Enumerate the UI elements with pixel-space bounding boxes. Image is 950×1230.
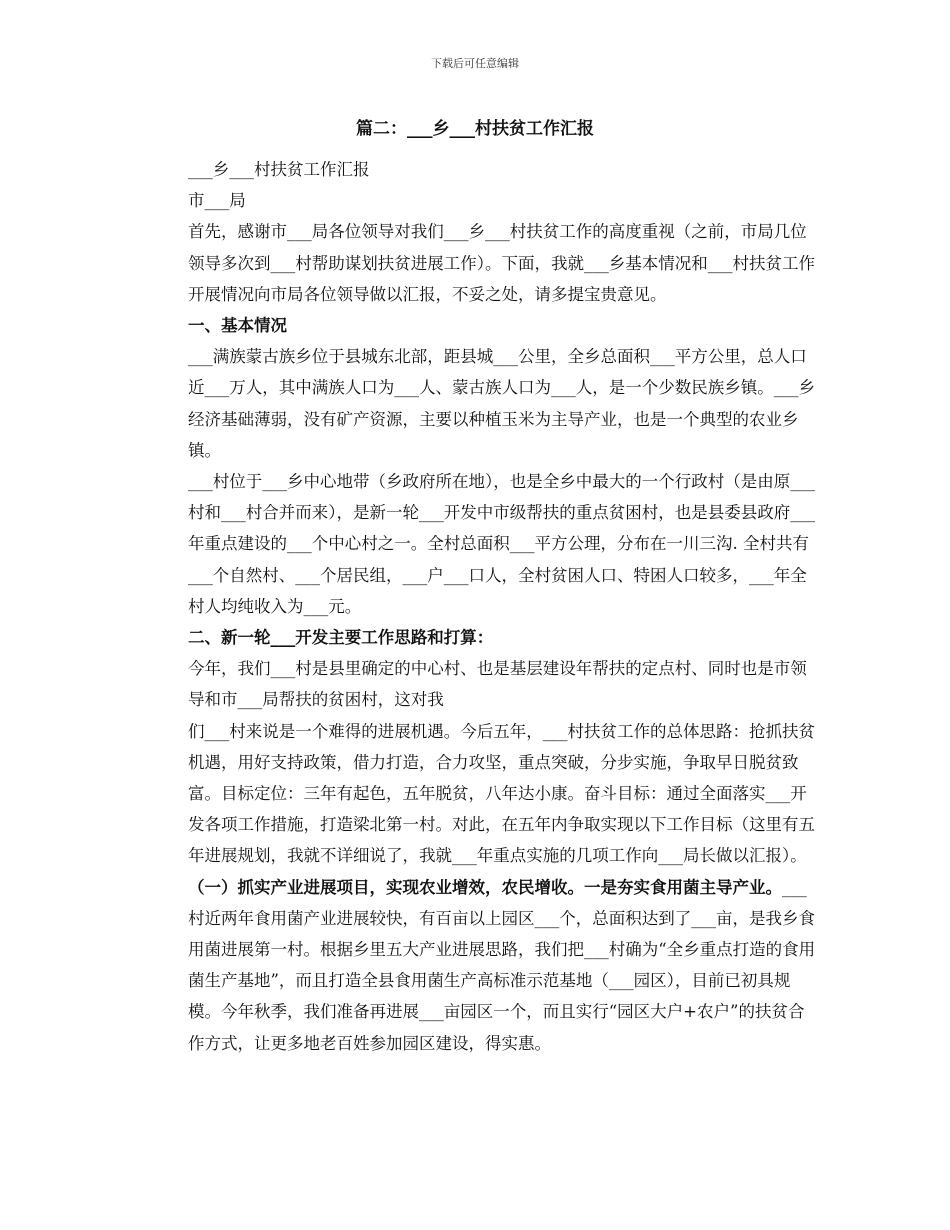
industry-bold-lead: （一）抓实产业进展项目，实现农业增效，农民增收。一是夯实食用菌主导产业。 (188, 877, 782, 897)
paragraph-overall-approach: 们___村来说是一个难得的进展机遇。今后五年，___村扶贫工作的总体思路：抢抓扶贫机遇，用好支持政策，借力打造，合力攻坚，重点突破，分步实施，争取早日脱贫致富。目标定位：三年有起色，五年脱贫，八年达小康。奋斗目标：通过全面落实___开发各项工作措施，打造梁北第一村。对此，在五年内争取实现以下工作目标（这里有五年进展规划，我就不详细说了，我就___年重点实施的几项工作向___局长做以汇报）。 (188, 721, 815, 866)
paragraph-industry (141, 872, 819, 1059)
paragraph-subtitle: ___乡___村扶贫工作汇报 (188, 160, 370, 179)
paragraph-addressee: 市___局 (188, 191, 246, 211)
paragraph-township-info: ___满族蒙古族乡位于县城东北部，距县城___公里，全乡总面积___平方公里，总人口近___万人，其中满族人口为___人、蒙古族人口为___人，是一个少数民族乡镇。___乡经济基础薄弱，没有矿产资源，主要以种植玉米为主导产业，也是一个典型的农业乡镇。 (188, 347, 815, 460)
paragraph-village-info: ___村位于___乡中心地带（乡政府所在地），也是全乡中最大的一个行政村（是由原___村和___村合并而来），是新一轮___开发中市级帮扶的重点贫困村，也是县委县政府___年重点建设的___个中心村之一。全村总面积___平方公理，分布在一川三沟. 全村共有___个自然村、___个居民组，___户___口人，全村贫困人口、特困人口较多，___年全村人均纯收入为___元。 (188, 472, 815, 616)
page-header: 下载后可任意编辑 (431, 57, 519, 70)
paragraph-this-year: 今年，我们___村是县里确定的中心村、也是基层建设年帮扶的定点村、同时也是市领导和市___局帮扶的贫困村，这对我 (188, 659, 807, 710)
section-heading-basic-info: 一、基本情况 (188, 316, 287, 336)
section-heading-work-plan: 二、新一轮___开发主要工作思路和打算： (188, 628, 494, 648)
document-body (141, 154, 819, 1059)
paragraph-intro: 首先，感谢市___局各位领导对我们___乡___村扶贫工作的高度重视（之前，市局几位领导多次到___村帮助谋划扶贫进展工作）。下面，我就___乡基本情况和___村扶贫工作开展情况向市局各位领导做以汇报，不妥之处，请多提宝贵意见。 (188, 222, 815, 304)
document-title: 篇二：___乡___村扶贫工作汇报 (356, 119, 594, 139)
industry-text: ___村近两年食用菌产业进展较快，有百亩以上园区___个，总面积达到了___亩，是我乡食用菌进展第一村。根据乡里五大产业进展思路，我们把___村确为“全乡重点打造的食用菌生产基地”，而且打造全县食用菌生产高标准示范基地（___园区），目前已初具规模。今年秋季，我们准备再进展___亩园区一个，而且实行“园区大户+农户”的扶贫合作方式，让更多地老百姓参加园区建设，得实惠。 (188, 877, 816, 1053)
